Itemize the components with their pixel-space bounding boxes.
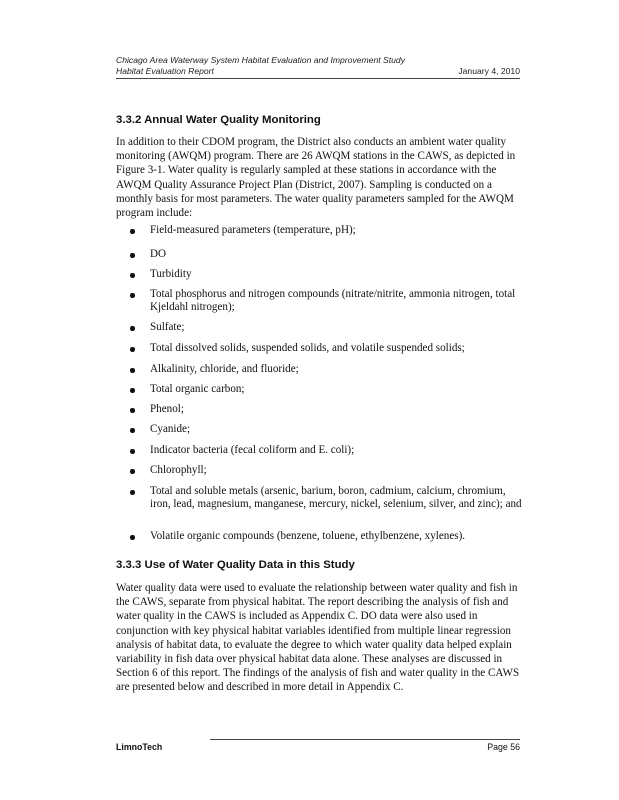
section-332-paragraph: In addition to their CDOM program, the District also conducts an ambient water quality monitoring (AWQM) program. There are 26 AWQM stations in the CAWS, as depicted in Figure 3-1. Water quality is regularly sampled at these stations in accordance with the AWQM Quality Assurance Project Plan (District, 2007). Sampling is conducted on a monthly basis for most parameters. The water quality parameters sampled for the AWQM program include:: [116, 136, 516, 220]
header-rule: [116, 78, 520, 79]
bullet-dot: [130, 229, 135, 234]
running-header-subtitle: Habitat Evaluation Report: [116, 66, 214, 76]
bullet-dot: [130, 469, 135, 474]
running-header-date: January 4, 2010: [458, 66, 520, 76]
bullet-dot: [130, 293, 135, 298]
running-header-title: Chicago Area Waterway System Habitat Evaluation and Improvement Study: [116, 55, 405, 65]
footer-page-number: Page 56: [487, 742, 520, 752]
bullet-dot: [130, 388, 135, 393]
footer-company: LimnoTech: [116, 742, 163, 752]
bullet-dot: [130, 347, 135, 352]
section-heading-332: 3.3.2 Annual Water Quality Monitoring: [116, 114, 321, 126]
bullet-dot: [130, 535, 135, 540]
bullet-dot: [130, 368, 135, 373]
section-333-paragraph: Water quality data were used to evaluate the relationship between water quality and fish in the CAWS, separate from physical habitat. The report describing the analysis of fish and water quality in the CAWS is included as Appendix C. DO data were also used in conjunction with key physical habitat variables identified from multiple linear regression analysis of habitat data, to evaluate the degree to which water quality data helped explain variability in fish data over physical habitat data alone. These analyses are discussed in Section 6 of this report. The findings of the analysis of fish and water quality in the CAWS are presented below and described in more detail in Appendix C.: [116, 582, 520, 694]
bullet-dot: [130, 490, 135, 495]
bullet-dot: [130, 428, 135, 433]
bullet-dot: [130, 253, 135, 258]
bullet-dot: [130, 449, 135, 454]
section-heading-333: 3.3.3 Use of Water Quality Data in this Study: [116, 559, 355, 571]
bullet-dot: [130, 326, 135, 331]
document-page: Chicago Area Waterway System Habitat Evaluation and Improvement Study Habitat Evaluation Report January 4, 2010 3.3.2 Annual Water Quality Monitoring In addition to their CDOM program, the District also conducts an ambient water quality monitoring (AWQM) program. There are 26 AWQM stations in the CAWS, as depicted in Figure 3-1. Water quality is regularly sampled at these stations in accordance with the AWQM Quality Assurance Project Plan (District, 2007). Sampling is conducted on a monthly basis for most parameters. The water quality parameters sampled for the AWQM program include: Field-measured parameters (temperature, pH); DO Turbidity Total phosphorus and nitrogen compounds (nitrate/nitrite, ammonia nitrogen, total Kjeldahl nitrogen); Sulfate; Total dissolved solids, suspended solids, and volatile suspended solids; Alkalinity, chloride, and fluoride; Total organic carbon; Phenol; Cyanide; Indicator bacteria (fecal coliform and E. coli); Chlorophyll; Total and soluble metals (arsenic, barium, boron, cadmium, calcium, chromium, iron, lead, magnesium, manganese, mercury, nickel, selenium, silver, and zinc); and Volatile organic compounds (benzene, toluene, ethylbenzene, xylenes). 3.3.3 Use of Water Quality Data in this Study Water quality data were used to evaluate the relationship between water quality and fish in the CAWS, separate from physical habitat. The report describing the analysis of fish and water quality in the CAWS is included as Appendix C. DO data were also used in conjunction with key physical habitat variables identified from multiple linear regression analysis of habitat data, to evaluate the degree to which water quality data helped explain variability in fish data over physical habitat data alone. These analyses are discussed in Section 6 of this report. The findings of the analysis of fish and water quality in the CAWS are presented below and described in more detail in Appendix C. LimnoTech Page 56: [116, 55, 522, 752]
bullet-dot: [130, 408, 135, 413]
bullet-dot: [130, 273, 135, 278]
footer-rule: [210, 739, 520, 740]
